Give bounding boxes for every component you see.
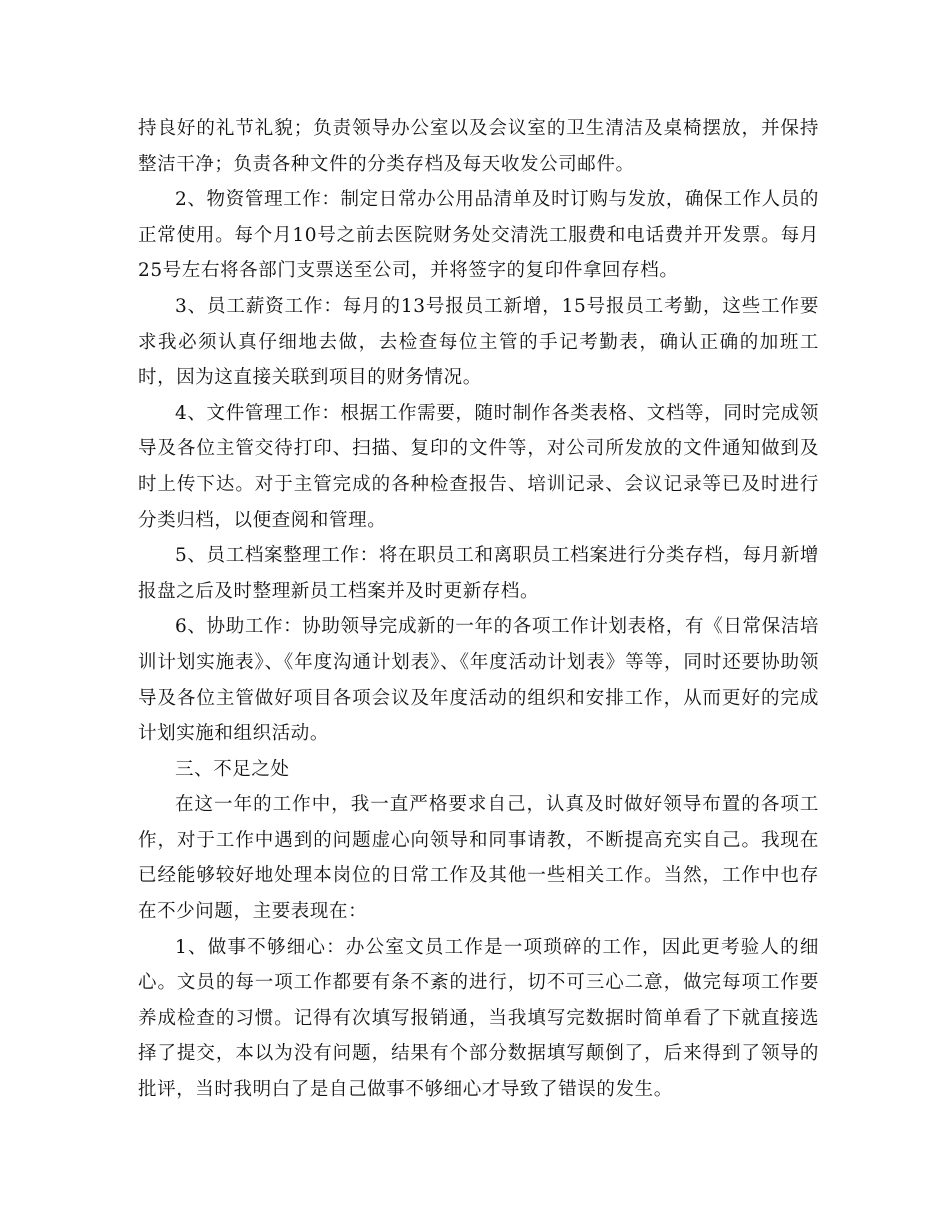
paragraph: 持良好的礼节礼貌；负责领导办公室以及会议室的卫生清洁及桌椅摆放，并保持整洁干净；负责各种文件的分类存档及每天收发公司邮件。 [138,118,819,175]
paragraph: 2、物资管理工作：制定日常办公用品清单及时订购与发放，确保工作人员的正常使用。每个月10号之前去医院财务处交清洗工服费和电话费并开发票。每月25号左右将各部门支票送至公司，并将签字的复印件拿回存档。 [138,189,819,282]
paragraph: 6、协助工作：协助领导完成新的一年的各项工作计划表格，有《日常保洁培训计划实施表》、《年度沟通计划表》、《年度活动计划表》等等，同时还要协助领导及各位主管做好项目各项会议及年度活动的组织和安排工作，从而更好的完成计划实施和组织活动。 [138,616,819,745]
paragraph: 1、做事不够细心：办公室文员工作是一项琐碎的工作，因此更考验人的细心。文员的每一项工作都要有条不紊的进行，切不可三心二意，做完每项工作要养成检查的习惯。记得有次填写报销通，当我填写完数据时简单看了下就直接选择了提交，本以为没有问题，结果有个部分数据填写颠倒了，后来得到了领导的批评，当时我明白了是自己做事不够细心才导致了错误的发生。 [138,936,819,1101]
paragraph: 4、文件管理工作：根据工作需要，随时制作各类表格、文档等，同时完成领导及各位主管交待打印、扫描、复印的文件等，对公司所发放的文件通知做到及时上传下达。对于主管完成的各种检查报告、培训记录、会议记录等已及时进行分类归档，以便查阅和管理。 [138,402,819,531]
paragraph: 5、员工档案整理工作：将在职员工和离职员工档案进行分类存档，每月新增报盘之后及时整理新员工档案并及时更新存档。 [138,545,819,602]
paragraph: 在这一年的工作中，我一直严格要求自己，认真及时做好领导布置的各项工作，对于工作中遇到的问题虚心向领导和同事请教，不断提高充实自己。我现在已经能够较好地处理本岗位的日常工作及其他一些相关工作。当然，工作中也存在不少问题，主要表现在： [138,794,819,923]
document-body [138,111,819,1108]
paragraph: 3、员工薪资工作：每月的13号报员工新增，15号报员工考勤，这些工作要求我必须认真仔细地去做，去检查每位主管的手记考勤表，确认正确的加班工时，因为这直接关联到项目的财务情况。 [138,295,819,389]
section-heading: 三、不足之处 [175,758,290,780]
